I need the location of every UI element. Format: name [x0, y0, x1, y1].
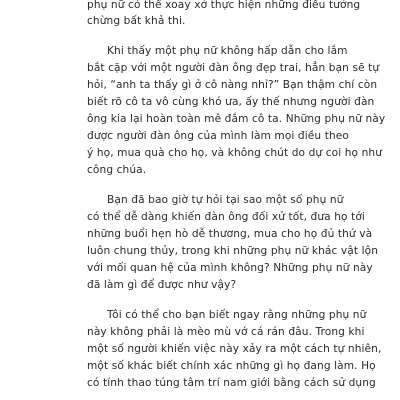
paragraph-2-line-4: luôn chung thủy, trong khi những phụ nữ khác vật lộn [87, 245, 379, 257]
paragraph-2-line-2: có thể dễ dàng khiến đàn ông đối xử tốt, đưa họ tới [87, 211, 365, 223]
paragraph-3-line-3: một số người khiến việc này xảy ra một cách tự nhiên, [87, 343, 382, 355]
paragraph-2-line-3: những buổi hẹn hò dễ thương, mua cho họ đủ thứ và [87, 228, 373, 240]
paragraph-1-line-6: được người đàn ông của mình làm mọi điều theo [87, 130, 349, 142]
paragraph-2-line-5: với mối quan hệ của mình không? Những phụ nữ này [87, 262, 373, 274]
paragraph-1-line-4: biết rõ cô ta vô cùng khó ưa, ấy thế nhưng người đàn [87, 96, 375, 108]
paragraph-3-line-5: có tính thao túng tâm trí nam giới bằng cách sử dụng [87, 377, 376, 389]
paragraph-3-line-4: một số khác biết chính xác những gì họ đang làm. Họ [87, 360, 376, 372]
paragraph-3-line-1: Tôi có thể cho bạn biết ngay rằng những phụ nữ [107, 309, 367, 321]
paragraph-1-line-2: bắt cặp với một người đàn ông đẹp trai, hẳn bạn sẽ tự [87, 62, 380, 74]
paragraph-2-line-6: đã làm gì để được như vậy? [87, 279, 237, 291]
paragraph-1-line-3: hỏi, “anh ta thấy gì ở cô nàng nhỉ?” Bạn thậm chí còn [87, 79, 378, 91]
paragraph-1-line-7: ý họ, mua quà cho họ, và không chút do dự coi họ như [87, 147, 383, 159]
paragraph-2-line-1: Bạn đã bao giờ tự hỏi tại sao một số phụ nữ [107, 194, 344, 206]
text-line-2: chừng bất khả thi. [87, 15, 186, 27]
paragraph-1-line-8: công chúa. [87, 164, 147, 176]
paragraph-1-line-5: ông kia lại hoàn toàn mê đắm cô ta. Những phụ nữ này [87, 113, 386, 125]
text-line-1: phụ nữ có thể xoay xở thực hiện những điều tưởng [87, 0, 361, 11]
paragraph-1-line-1: Khi thấy một phụ nữ không hấp dẫn cho lắm [107, 45, 348, 57]
paragraph-3-line-2: này không phải là mèo mù vớ cá rán đâu. Trong khi [87, 326, 365, 338]
